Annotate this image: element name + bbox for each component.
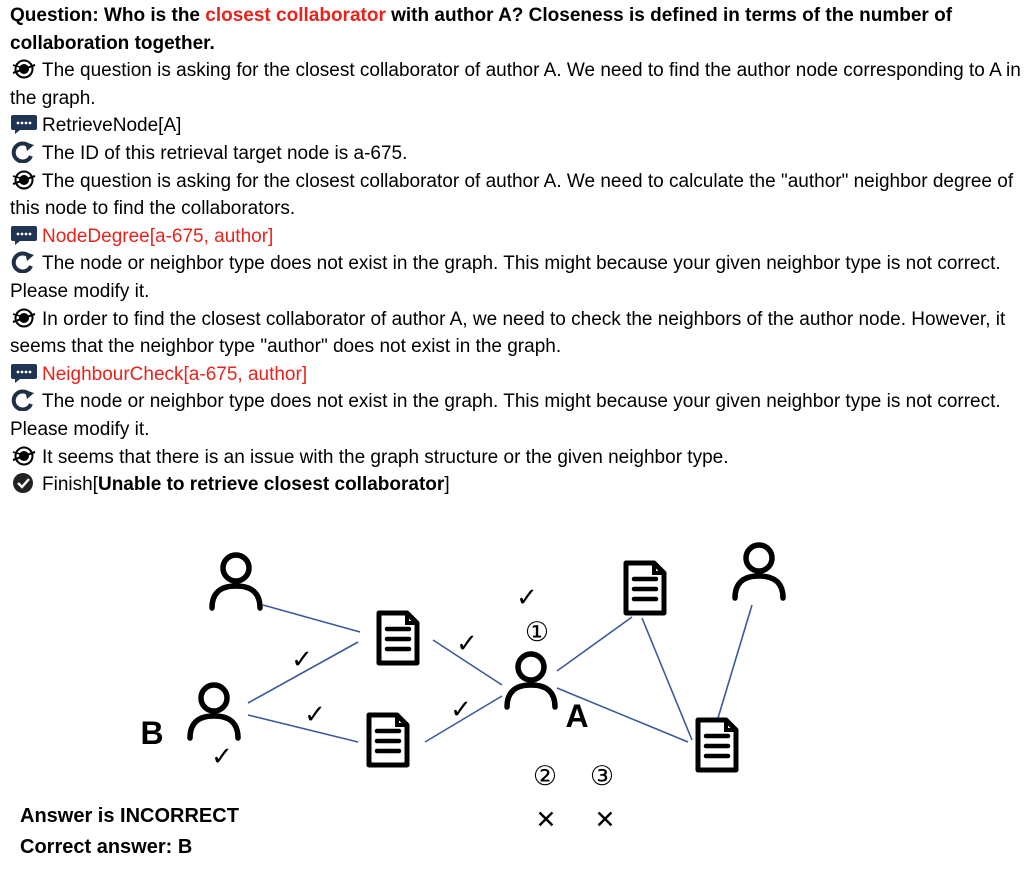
paper-node-icon bbox=[698, 720, 736, 770]
node-label-b: B bbox=[140, 715, 164, 751]
question: Question: Who is the closest collaborator with author A? Closeness is defined in terms of the number of collaboration together. bbox=[10, 5, 953, 54]
finish-answer: Unable to retrieve closest collaborator bbox=[97, 474, 445, 496]
step-text: RetrieveNode[A] bbox=[42, 115, 182, 137]
check-mark: ✓ bbox=[456, 628, 478, 658]
check-mark: ✓ bbox=[516, 582, 538, 612]
step-text: It seems that there is an issue with the graph structure or the given neighbor type. bbox=[42, 446, 729, 468]
step-text: NeighbourCheck[a-675, author] bbox=[42, 363, 308, 385]
graph-edge bbox=[718, 605, 752, 718]
step-text: NodeDegree[a-675, author] bbox=[42, 225, 274, 247]
step-text: The question is asking for the closest collaborator of author A. We need to calculate the "author" neighbor degree of this node to find the collaborators. bbox=[10, 170, 1014, 220]
step-text: The node or neighbor type does not exist in the graph. This might because your given neighbor type is not correct. Please modify it. bbox=[10, 391, 1001, 440]
person-body bbox=[190, 716, 238, 738]
graph-edge bbox=[248, 715, 358, 742]
step-marker-3: ③ bbox=[589, 761, 615, 791]
author-node-icon bbox=[735, 545, 783, 598]
person-head bbox=[746, 545, 772, 571]
person-body bbox=[212, 586, 260, 608]
step-text: In order to find the closest collaborator of author A, we need to check the neighbors of the author node. However, it seems that the neighbor type "author" does not exist in the graph. bbox=[10, 308, 1006, 358]
author-node-icon bbox=[212, 555, 260, 608]
paper-node-icon bbox=[626, 563, 664, 613]
author-node-icon bbox=[190, 685, 238, 738]
check-mark: ✓ bbox=[291, 644, 313, 674]
node-label-a: A bbox=[565, 698, 589, 734]
graph-nodes bbox=[190, 545, 783, 770]
step-marker-2: ② bbox=[532, 761, 558, 791]
verdict: Answer is INCORRECT bbox=[20, 805, 239, 827]
cross-mark: ✕ bbox=[594, 806, 616, 834]
step-text: The ID of this retrieval target node is a-675. bbox=[42, 142, 408, 164]
check-mark: ✓ bbox=[211, 741, 233, 771]
person-head bbox=[518, 654, 544, 680]
finish-step: Finish[Unable to retrieve closest collaborator] bbox=[10, 471, 1022, 499]
graph-edge bbox=[263, 605, 360, 632]
author-node-icon bbox=[507, 654, 555, 707]
person-head bbox=[223, 555, 249, 581]
check-mark: ✓ bbox=[450, 694, 472, 724]
step-text: The question is asking for the closest collaborator of author A. We need to find the author node corresponding to A in the graph. bbox=[10, 60, 1021, 109]
person-body bbox=[507, 685, 555, 707]
person-body bbox=[735, 576, 783, 598]
graph-edge bbox=[557, 617, 632, 671]
check-mark: ✓ bbox=[304, 699, 326, 729]
question-highlight: closest collaborator bbox=[205, 5, 386, 26]
correct-answer: Correct answer: B bbox=[20, 836, 193, 858]
paper-node-icon bbox=[369, 715, 407, 765]
step-text: The node or neighbor type does not exist in the graph. This might because your given neighbor type is not correct. Please modify it. bbox=[10, 253, 1001, 302]
graph-edge bbox=[642, 618, 692, 740]
paper-node-icon bbox=[379, 613, 417, 663]
step-marker-1: ① bbox=[524, 617, 550, 647]
cross-mark: ✕ bbox=[535, 806, 557, 834]
person-head bbox=[201, 685, 227, 711]
